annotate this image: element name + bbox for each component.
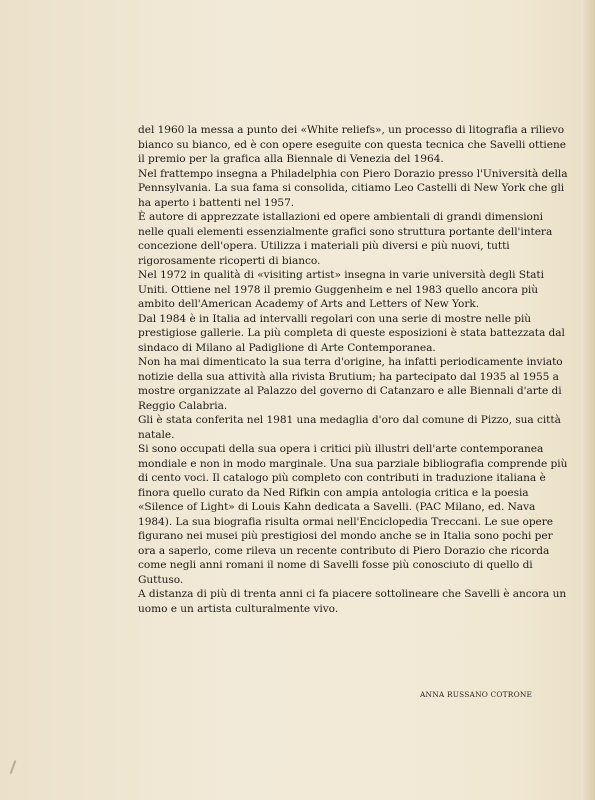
page-edge bbox=[581, 0, 595, 800]
author-signature: ANNA RUSSANO COTRONE bbox=[420, 690, 533, 699]
paragraph-installations: È autore di apprezzate istallazioni ed opere ambientali di grandi dimensioni nelle quali elementi essenzialmente grafici sono struttura portante dell'intera concezione dell'opera. Utilizza i materiali più diversi e più nuovi, tutti rigorosamente ricoperti di bianco. bbox=[138, 211, 553, 267]
paragraph-homeland: Non ha mai dimenticato la sua terra d'origine, ha infatti periodicamente inviato notizie della sua attività alla rivista Brutium; ha partecipato dal 1935 al 1955 a mostre organizzate al Palazzo del governo di Catanzaro e alle Biennali d'arte di Reggio Calabria. bbox=[138, 356, 563, 412]
paragraph-critics: Si sono occupati della sua opera i critici più illustri dell'arte contemporanea mondiale e non in modo marginale. Una sua parziale bibliografia comprende più di cento voci. Il catalogo più completo con contributi in traduzione italiana è finora quello curato da Ned Rifkin con ampia antologia critica e la poesia «Silence of Light» di Louis Kahn dedicata a Savelli. (PAC Milano, ed. Nava 1984). La sua biografia risulta ormai nell'Enciclopedia Treccani. Le sue opere figurano nei musei più prestigiosi del mondo anche se in Italia sono pochi per ora a saperlo, come rileva un recente contributo di Piero Dorazio che ricorda come negli anni romani il nome di Savelli fosse più conosciuto di quello di Guttuso. bbox=[138, 443, 568, 586]
article-body bbox=[138, 123, 568, 616]
paragraph-italy-exhibitions: Dal 1984 è in Italia ad intervalli regolari con una serie di mostre nelle più prestigiose gallerie. La più completa di queste esposizioni è stata battezzata dal sindaco di Milano al Padiglione di Arte Contemporanea. bbox=[138, 312, 565, 354]
paragraph-white-reliefs: del 1960 la messa a punto dei «White reliefs», un processo di litografia a rilievo bianco su bianco, ed è con opere eseguite con questa tecnica che Savelli ottiene il premio per la grafica alla Biennale di Venezia del 1964. bbox=[138, 124, 566, 165]
paragraph-gold-medal: Gli è stata conferita nel 1981 una medaglia d'oro dal comune di Pizzo, sua città natale. bbox=[138, 414, 561, 441]
paragraph-philadelphia: Nel frattempo insegna a Philadelphia con Piero Dorazio presso l'Università della Pennsylvania. La sua fama si consolida, citiamo Leo Castelli di New York che gli ha aperto i battenti nel 1957. bbox=[138, 167, 568, 209]
paragraph-conclusion: A distanza di più di trenta anni ci fa piacere sottolineare che Savelli è ancora un uomo e un artista culturalmente vivo. bbox=[138, 588, 567, 615]
paragraph-visiting-artist: Nel 1972 in qualità di «visiting artist» insegna in varie università degli Stati Uniti. Ottiene nel 1978 il premio Guggenheim e nel 1983 quello ancora più ambito dell'American Academy of Arts and Letters of New York. bbox=[138, 269, 544, 310]
